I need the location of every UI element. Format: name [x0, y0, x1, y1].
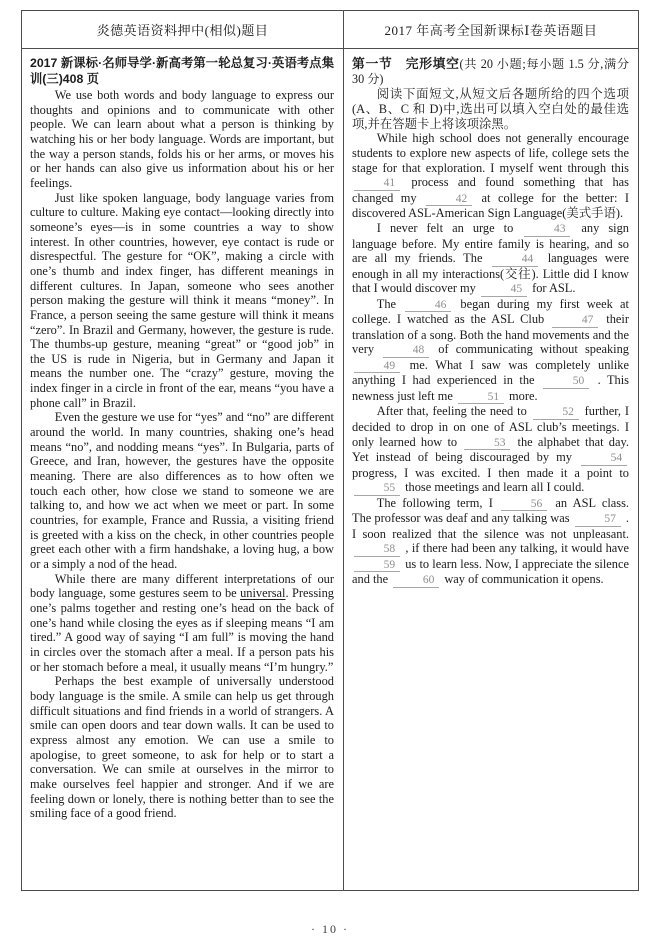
paragraph: While high school does not generally encourage students to explore new aspects of life, college sets the stage for that exploration. I myself went through this 41 process and found something that has changed my 42 at college for the better: I discovered ASL-American Sign Language(美式手语).	[352, 131, 629, 221]
paragraph: After that, feeling the need to 52 further, I decided to drop in on one of ASL club’s meetings. I only learned how to 53 the alphabet that day. Yet instead of being discouraged by my 54 progress, I was excited. I then made it a point to 55 those meetings and learn all I could.	[352, 404, 629, 495]
cloze-blank-48: 48	[383, 344, 429, 358]
source-title: 2017 新课标·名师导学·新高考第一轮总复习·英语考点集训(三)408 页	[30, 56, 334, 86]
reading-passage	[30, 88, 334, 821]
cloze-blank-47: 47	[552, 314, 598, 328]
page-number: · 10 ·	[311, 922, 349, 936]
paragraph: While there are many different interpretations of our body language, some gestures seem to be universal. Pressing one’s palms together and resting one’s head on the back of one’s hand while closing the eyes as if sleeping means “I am tired.” A good way of saying “I am full” is moving the hand in circles over the stomach after a meal. If a person pats his or her stomach before a meal, it usually means “I’m hungry.”	[30, 571, 334, 674]
cloze-blank-53: 53	[464, 437, 510, 451]
cloze-blank-42: 42	[426, 193, 472, 207]
cloze-blank-50: 50	[543, 375, 589, 389]
cloze-blank-43: 43	[524, 223, 570, 237]
comparison-table	[21, 10, 639, 891]
paragraph: I never felt an urge to 43 any sign language before. My entire family is hearing, and so are all my friends. The 44 languages were enough in all my interactions(交往). Little did I know that I would discover my 45 for ASL.	[352, 221, 629, 296]
cloze-blank-60: 60	[393, 574, 439, 588]
cloze-blank-44: 44	[492, 253, 538, 267]
paragraph: The following term, I 56 an ASL class. The professor was deaf and any talking was 57 . I soon realized that the silence was not unpleasant. 58 , if there had been any talking, it would have 59 us to learn less. Now, I appreciate the silence and the 60 way of communication it opens.	[352, 495, 629, 587]
paragraph: The 46 began during my first week at college. I watched as the ASL Club 47 their translation of a song. Both the hand movements and the very 48 of communicating without speaking 49 me. What I saw was completely unlike anything I had experienced in the 50 . This newness just left me 51 more.	[352, 296, 629, 403]
cloze-blank-56: 56	[501, 498, 547, 512]
cloze-passage	[352, 131, 629, 588]
paragraph: Even the gesture we use for “yes” and “no” are different around the world. In many countries, shaking one’s head means “no”, and nodding means “yes”. In Bulgaria, parts of Greece, and Iran, however, the gestures have the opposite meaning. There are also differences as to how often we touch each other, how close we stand to someone we are talking to, and how we act when we meet or part. In some countries, for example, France and Russia, a visiting friend is greeted with a kiss on the check, in other countries people greet each other with a firm handshake, a loving hug, a bow or a simply a nod of the head.	[30, 410, 334, 571]
section-score-note: (共 20 小题;每小题 1.5 分,满分 30 分)	[352, 57, 630, 87]
cloze-blank-58: 58	[354, 543, 400, 557]
cloze-blank-52: 52	[533, 406, 579, 420]
section-title: 第一节 完形填空	[352, 56, 460, 71]
cloze-blank-55: 55	[354, 482, 400, 496]
cloze-blank-59: 59	[354, 559, 400, 573]
cloze-blank-46: 46	[405, 299, 451, 313]
left-column-passage	[22, 49, 344, 890]
right-column-exam	[344, 49, 638, 890]
cloze-blank-41: 41	[354, 177, 400, 191]
underlined-word: universal	[240, 586, 286, 601]
section-heading	[352, 56, 629, 87]
paragraph: Just like spoken language, body language varies from culture to culture. Making eye contact—looking directly into someone’s eyes—is in some countries a way to show interest. In other countries, however, eye contact is rude or disrespectful. The gesture for “OK”, making a circle with one’s thumb and index finger, has different meanings in different cultures. In Japan, someone who sees another person making the gesture will think it means “money”. In France, a person seeing the same gesture will think it means “zero”. In Brazil and Germany, however, the gesture is rude. The thumbs-up gesture, meaning “great” or “good job” in the US is rude in Nigeria, but in Germany and Japan it means the number one. The “crazy” gesture, moving the index finger in a circle in front of the ear, means “you have a phone call” in Brazil.	[30, 190, 334, 410]
header-left-title: 炎德英语资料押中(相似)题目	[22, 11, 344, 49]
header-right-title: 2017 年高考全国新课标Ⅰ卷英语题目	[344, 11, 638, 49]
paragraph: Perhaps the best example of universally understood body language is the smile. A smile can help us get through difficult situations and find friends in a world of strangers. A smile can open doors and tear down walls. It can be used to express almost any emotion. We can use a smile to apologise, to greet someone, to ask for help or to start a conversation. We can smile at ourselves in the mirror to make ourselves feel happier and stronger. And if we are feeling down or lonely, there is nothing better than to see the smiling face of a good friend.	[30, 674, 334, 821]
cloze-blank-49: 49	[354, 360, 400, 374]
cloze-blank-51: 51	[458, 391, 504, 405]
cloze-blank-54: 54	[581, 452, 627, 466]
cloze-instructions: 阅读下面短文,从短文后各题所给的四个选项(A、B、C 和 D)中,选出可以填入空白处的最佳选项,并在答题卡上将该项涂黑。	[352, 87, 629, 131]
cloze-blank-45: 45	[481, 283, 527, 297]
cloze-blank-57: 57	[575, 513, 621, 527]
paragraph: We use both words and body language to express our thoughts and opinions and to communicate with other people. We can learn about what a person is thinking by watching his or her body language. Words are important, but the way a person stands, folds his or her arms, or moves his or her hands can also give us information about his or her feelings.	[30, 88, 334, 190]
